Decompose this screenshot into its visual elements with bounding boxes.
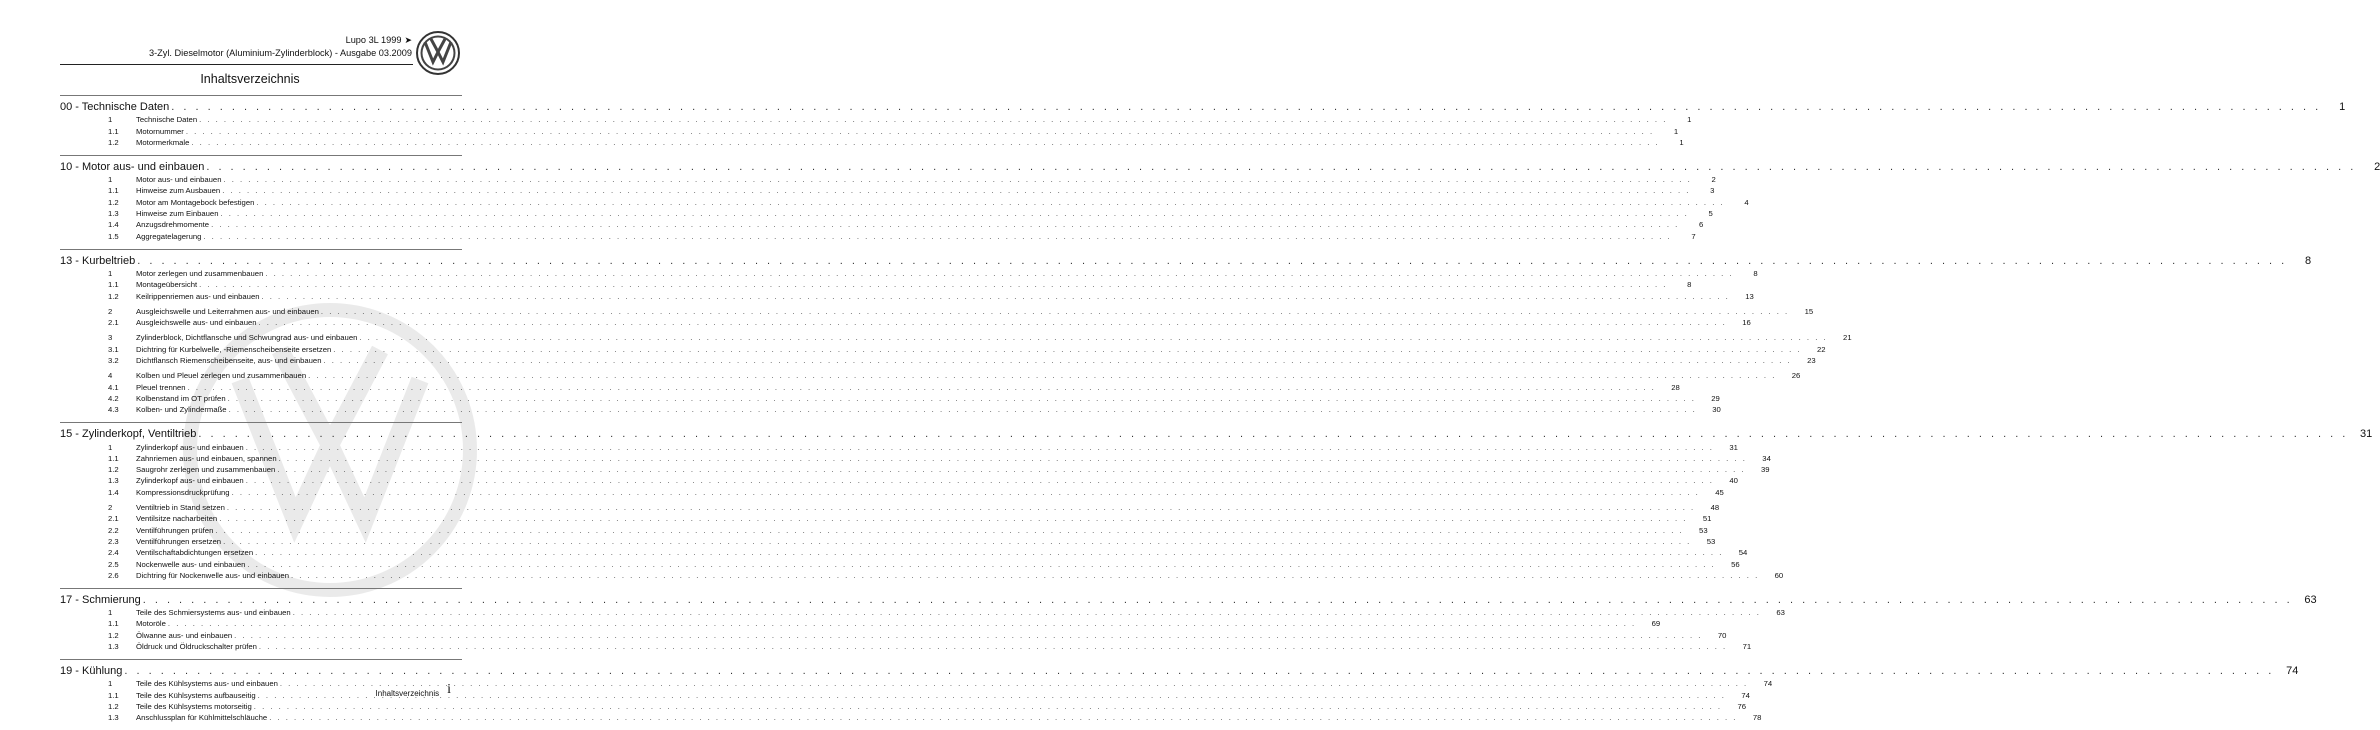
entry-title: Teile des Schmiersystems aus- und einbauen bbox=[136, 608, 291, 618]
entry-number: 4.2 bbox=[108, 393, 119, 403]
entry-number: 1 bbox=[108, 442, 113, 452]
entry-page: 13 bbox=[1745, 291, 1754, 301]
entry-title: Motormerkmale bbox=[136, 137, 190, 147]
arrow-right-icon: ➤ bbox=[404, 35, 412, 45]
toc-entry[interactable] bbox=[60, 124, 1679, 136]
entry-number: 4.3 bbox=[108, 405, 119, 415]
entry-number: 3 bbox=[108, 333, 113, 343]
entry-page: 21 bbox=[1843, 333, 1852, 343]
toc-entry[interactable] bbox=[60, 331, 1852, 343]
leader-dots bbox=[171, 101, 2321, 113]
entry-page: 69 bbox=[1651, 619, 1661, 629]
entry-page: 7 bbox=[1691, 231, 1696, 241]
leader-dots bbox=[222, 186, 1690, 195]
entry-number: 1.2 bbox=[108, 197, 119, 207]
entry-title: Keilrippenriemen aus- und einbauen bbox=[136, 291, 260, 301]
section-title: 15 - Zylinderkopf, Ventiltrieb bbox=[60, 428, 197, 441]
entry-title: Saugrohr zerlegen und zusammenbauen bbox=[136, 465, 276, 475]
entry-number: 1.2 bbox=[108, 630, 119, 640]
entry-title: Ventilführungen ersetzen bbox=[136, 536, 222, 546]
toc-entry[interactable] bbox=[60, 711, 1762, 723]
entry-title: Zahnriemen aus- und einbauen, spannen bbox=[136, 453, 277, 463]
entry-number: 2.3 bbox=[108, 536, 119, 546]
leader-dots bbox=[191, 138, 1659, 147]
entry-page: 30 bbox=[1712, 405, 1721, 415]
section-page: 8 bbox=[2305, 254, 2312, 267]
entry-page: 53 bbox=[1699, 525, 1708, 535]
entry-title: Anzugsdrehmomente bbox=[136, 220, 210, 230]
entry-title: Ausgleichswelle und Leiterrahmen aus- und einbauen bbox=[136, 306, 319, 316]
leader-dots bbox=[277, 465, 1745, 474]
entry-page: 48 bbox=[1710, 503, 1720, 513]
entry-number: 1.4 bbox=[108, 220, 119, 230]
leader-dots bbox=[359, 333, 1827, 342]
toc-entry[interactable] bbox=[60, 640, 1752, 651]
entry-title: Kolben und Pleuel zerlegen und zusammenbauen bbox=[136, 371, 307, 381]
entry-page: 1 bbox=[1687, 115, 1692, 125]
entry-page: 31 bbox=[1729, 442, 1738, 452]
leader-dots bbox=[246, 443, 1714, 452]
entry-title: Ventilführungen prüfen bbox=[136, 525, 214, 535]
toc-entry[interactable] bbox=[60, 512, 1712, 524]
entry-page: 78 bbox=[1752, 713, 1762, 723]
vw-logo-icon bbox=[416, 31, 460, 75]
toc-entry[interactable] bbox=[60, 700, 1747, 711]
leader-dots bbox=[259, 642, 1727, 651]
entry-number: 1.3 bbox=[108, 641, 119, 651]
toc-entry[interactable] bbox=[60, 354, 1816, 366]
entry-title: Zylinderblock, Dichtflansche und Schwungrad aus- und einbauen bbox=[136, 333, 358, 343]
toc-entry[interactable] bbox=[60, 535, 1716, 546]
leader-dots bbox=[186, 127, 1654, 136]
leader-dots bbox=[258, 691, 1726, 700]
leader-dots bbox=[168, 619, 1636, 628]
toc-entry[interactable] bbox=[60, 403, 1721, 415]
leader-dots bbox=[206, 161, 2356, 173]
model-name: Lupo 3L 1999 bbox=[345, 35, 402, 45]
toc-entry[interactable] bbox=[60, 557, 1740, 569]
entry-number: 1.1 bbox=[108, 619, 119, 629]
entry-page: 51 bbox=[1702, 514, 1712, 524]
entry-page: 8 bbox=[1753, 268, 1758, 278]
entry-number: 3.1 bbox=[108, 344, 119, 354]
toc-section bbox=[60, 249, 2312, 415]
leader-dots bbox=[234, 631, 1702, 640]
entry-page: 39 bbox=[1761, 465, 1770, 475]
toc-entry[interactable] bbox=[60, 207, 1713, 219]
entry-page: 5 bbox=[1708, 209, 1713, 219]
section-title: 17 - Schmierung bbox=[60, 593, 141, 606]
entry-number: 1 bbox=[108, 268, 113, 278]
toc-section-heading[interactable] bbox=[60, 95, 2346, 113]
toc-section-heading[interactable] bbox=[60, 422, 2373, 441]
entry-page: 1 bbox=[1673, 126, 1679, 136]
entry-title: Kompressionsdruckprüfung bbox=[136, 487, 230, 497]
entry-page: 3 bbox=[1710, 186, 1715, 196]
leader-dots bbox=[255, 548, 1723, 557]
toc-section-heading[interactable] bbox=[60, 155, 2380, 173]
entry-title: Pleuel trennen bbox=[136, 382, 186, 392]
entry-page: 29 bbox=[1711, 393, 1720, 403]
entry-title: Ausgleichswelle aus- und einbauen bbox=[136, 318, 257, 328]
entry-title: Aggregatelagerung bbox=[136, 231, 202, 241]
leader-dots bbox=[211, 220, 1679, 229]
entry-number: 1.1 bbox=[108, 126, 119, 136]
entry-title: Dichtflansch Riemenscheibenseite, aus- und einbauen bbox=[136, 356, 322, 366]
entry-page: 28 bbox=[1671, 382, 1680, 392]
entry-number: 1.1 bbox=[108, 690, 119, 700]
leader-dots bbox=[137, 255, 2287, 267]
leader-dots bbox=[143, 594, 2293, 606]
entry-number: 1 bbox=[108, 679, 113, 689]
entry-title: Technische Daten bbox=[136, 115, 198, 125]
leader-dots bbox=[229, 405, 1697, 414]
toc-entry[interactable] bbox=[60, 452, 1771, 463]
entry-page: 2 bbox=[1711, 175, 1716, 185]
toc-section-heading[interactable] bbox=[60, 588, 2317, 606]
entry-number: 1.2 bbox=[108, 291, 119, 301]
page-footer bbox=[376, 682, 451, 698]
toc-entry[interactable] bbox=[60, 184, 1715, 196]
page-title: Inhaltsverzeichnis bbox=[200, 72, 300, 86]
entry-page: 53 bbox=[1706, 536, 1716, 546]
header-rule bbox=[60, 64, 413, 65]
entry-number: 1.3 bbox=[108, 476, 119, 486]
entry-title: Ventilsitze nacharbeiten bbox=[136, 514, 218, 524]
leader-dots bbox=[219, 514, 1687, 523]
toc-section bbox=[60, 588, 2317, 651]
entry-title: Anschlussplan für Kühlmittelschläuche bbox=[136, 713, 268, 723]
entry-title: Hinweise zum Ausbauen bbox=[136, 186, 221, 196]
entry-page: 6 bbox=[1699, 220, 1704, 230]
entry-number: 4 bbox=[108, 371, 113, 381]
toc-entry[interactable] bbox=[60, 136, 1684, 147]
entry-title: Ventilschaftabdichtungen ersetzen bbox=[136, 548, 254, 558]
entry-page: 71 bbox=[1742, 641, 1752, 651]
entry-number: 2.6 bbox=[108, 570, 119, 580]
toc-section-heading[interactable] bbox=[60, 659, 2299, 677]
entry-page: 45 bbox=[1715, 487, 1724, 497]
toc-entry[interactable] bbox=[60, 501, 1720, 513]
entry-number: 1.1 bbox=[108, 186, 119, 196]
leader-dots bbox=[256, 198, 1724, 207]
footer-page-number: i bbox=[447, 682, 451, 697]
toc-entry[interactable] bbox=[60, 569, 1784, 580]
toc-entry[interactable] bbox=[60, 617, 1661, 629]
entry-page: 34 bbox=[1762, 453, 1771, 463]
leader-dots bbox=[321, 307, 1789, 316]
entry-number: 4.1 bbox=[108, 382, 119, 392]
leader-dots bbox=[188, 383, 1656, 392]
entry-title: Kolbenstand im OT prüfen bbox=[136, 393, 226, 403]
entry-title: Teile des Kühlsystems aufbauseitig bbox=[136, 690, 256, 700]
entry-title: Motor aus- und einbauen bbox=[136, 175, 222, 185]
section-title: 19 - Kühlung bbox=[60, 664, 123, 677]
entry-page: 23 bbox=[1807, 356, 1816, 366]
leader-dots bbox=[198, 428, 2348, 440]
leader-dots bbox=[259, 318, 1727, 327]
toc-entry[interactable] bbox=[60, 546, 1748, 558]
section-page: 31 bbox=[2360, 428, 2373, 441]
footer-label: Inhaltsverzeichnis bbox=[375, 689, 440, 698]
entry-title: Zylinderkopf aus- und einbauen bbox=[136, 442, 244, 452]
leader-dots bbox=[199, 115, 1667, 124]
toc-section-heading[interactable] bbox=[60, 249, 2312, 267]
leader-dots bbox=[203, 232, 1671, 241]
entry-page: 15 bbox=[1804, 306, 1814, 316]
section-title: 10 - Motor aus- und einbauen bbox=[60, 160, 205, 173]
leader-dots bbox=[254, 702, 1722, 711]
entry-title: Kolben- und Zylindermaße bbox=[136, 405, 227, 415]
entry-number: 1.2 bbox=[108, 701, 119, 711]
toc-entry[interactable] bbox=[60, 440, 1738, 452]
leader-dots bbox=[293, 608, 1761, 617]
toc-entry[interactable] bbox=[60, 369, 1801, 381]
toc-entry[interactable] bbox=[60, 305, 1814, 316]
entry-number: 3.2 bbox=[108, 356, 119, 366]
entry-page: 22 bbox=[1816, 344, 1826, 354]
section-page: 74 bbox=[2286, 664, 2299, 677]
leader-dots bbox=[232, 488, 1700, 497]
entry-page: 4 bbox=[1744, 197, 1749, 207]
entry-title: Motor am Montagebock befestigen bbox=[136, 197, 255, 207]
leader-dots bbox=[280, 679, 1748, 688]
entry-number: 1.1 bbox=[108, 453, 119, 463]
entry-number: 1.4 bbox=[108, 487, 119, 497]
toc-section bbox=[60, 155, 2380, 241]
toc-entry[interactable] bbox=[60, 289, 1754, 301]
leader-dots bbox=[333, 345, 1801, 354]
entry-title: Dichtring für Nockenwelle aus- und einbauen bbox=[136, 570, 289, 580]
leader-dots bbox=[223, 175, 1691, 184]
entry-number: 2.1 bbox=[108, 318, 119, 328]
entry-title: Öldruck und Öldruckschalter prüfen bbox=[136, 641, 257, 651]
toc-entry[interactable] bbox=[60, 229, 1696, 241]
section-title: 00 - Technische Daten bbox=[60, 101, 170, 113]
entry-number: 1 bbox=[108, 115, 113, 125]
entry-page: 74 bbox=[1763, 679, 1773, 689]
entry-number: 2.1 bbox=[108, 514, 119, 524]
toc-entry[interactable] bbox=[60, 392, 1720, 403]
entry-title: Motornummer bbox=[136, 126, 184, 136]
toc-entry[interactable] bbox=[60, 113, 1692, 125]
leader-dots bbox=[246, 476, 1714, 485]
entry-number: 1.5 bbox=[108, 231, 119, 241]
leader-dots bbox=[227, 503, 1695, 512]
leader-dots bbox=[323, 356, 1791, 365]
leader-dots bbox=[199, 280, 1667, 289]
entry-number: 2.2 bbox=[108, 525, 119, 535]
entry-title: Montageübersicht bbox=[136, 280, 198, 290]
section-page: 1 bbox=[2339, 101, 2346, 113]
leader-dots bbox=[308, 371, 1776, 380]
leader-dots bbox=[124, 665, 2274, 677]
toc-entry[interactable] bbox=[60, 218, 1704, 230]
leader-dots bbox=[223, 537, 1691, 546]
document-header bbox=[149, 34, 412, 60]
entry-page: 63 bbox=[1776, 608, 1785, 618]
toc-entry[interactable] bbox=[60, 463, 1770, 475]
entry-page: 74 bbox=[1741, 690, 1750, 700]
entry-title: Teile des Kühlsystems motorseitig bbox=[136, 701, 252, 711]
toc-section bbox=[60, 422, 2373, 580]
leader-dots bbox=[279, 454, 1747, 463]
entry-title: Motor zerlegen und zusammenbauen bbox=[136, 268, 264, 278]
entry-number: 1.3 bbox=[108, 209, 119, 219]
leader-dots bbox=[215, 526, 1683, 535]
entry-title: Ventiltrieb in Stand setzen bbox=[136, 503, 225, 513]
model-line bbox=[346, 34, 412, 47]
entry-page: 40 bbox=[1729, 476, 1738, 486]
engine-line: 3-Zyl. Dieselmotor (Aluminium-Zylinderblock) - Ausgabe 03.2009 bbox=[149, 48, 412, 58]
entry-title: Motoröle bbox=[136, 619, 166, 629]
toc-entry[interactable] bbox=[60, 267, 1758, 278]
entry-page: 26 bbox=[1791, 371, 1801, 381]
leader-dots bbox=[291, 571, 1759, 580]
entry-number: 1 bbox=[108, 175, 113, 185]
entry-number: 1 bbox=[108, 608, 113, 618]
entry-title: Dichtring für Kurbelwelle, -Riemenscheibenseite ersetzen bbox=[136, 344, 332, 354]
leader-dots bbox=[220, 209, 1688, 218]
entry-page: 76 bbox=[1737, 701, 1747, 711]
toc-entry[interactable] bbox=[60, 485, 1724, 497]
section-page: 2 bbox=[2374, 160, 2380, 173]
toc-entry[interactable] bbox=[60, 195, 1749, 207]
table-of-contents bbox=[60, 95, 2380, 730]
entry-number: 1.3 bbox=[108, 713, 119, 723]
entry-page: 8 bbox=[1687, 280, 1692, 290]
entry-number: 1.2 bbox=[108, 465, 119, 475]
entry-number: 2 bbox=[108, 306, 113, 316]
entry-number: 1.1 bbox=[108, 280, 119, 290]
toc-entry[interactable] bbox=[60, 342, 1826, 354]
toc-entry[interactable] bbox=[60, 173, 1716, 185]
entry-page: 70 bbox=[1717, 630, 1727, 640]
entry-number: 2.4 bbox=[108, 548, 119, 558]
toc-entry[interactable] bbox=[60, 380, 1680, 392]
toc-entry[interactable] bbox=[60, 523, 1708, 535]
entry-number: 2.5 bbox=[108, 559, 119, 569]
entry-page: 1 bbox=[1679, 137, 1684, 147]
entry-page: 54 bbox=[1738, 548, 1748, 558]
entry-number: 2 bbox=[108, 503, 113, 513]
entry-title: Ölwanne aus- und einbauen bbox=[136, 630, 233, 640]
leader-dots bbox=[265, 269, 1733, 278]
entry-title: Nockenwelle aus- und einbauen bbox=[136, 559, 246, 569]
leader-dots bbox=[228, 394, 1696, 403]
entry-title: Hinweise zum Einbauen bbox=[136, 209, 219, 219]
leader-dots bbox=[262, 292, 1730, 301]
toc-entry[interactable] bbox=[60, 316, 1751, 328]
section-page: 63 bbox=[2304, 593, 2317, 606]
toc-section bbox=[60, 95, 2346, 147]
toc-entry[interactable] bbox=[60, 628, 1727, 640]
toc-entry[interactable] bbox=[60, 474, 1738, 486]
leader-dots bbox=[269, 713, 1737, 722]
entry-page: 56 bbox=[1731, 559, 1740, 569]
entry-title: Zylinderkopf aus- und einbauen bbox=[136, 476, 244, 486]
entry-number: 1.2 bbox=[108, 137, 119, 147]
entry-page: 60 bbox=[1774, 570, 1784, 580]
leader-dots bbox=[247, 560, 1715, 569]
toc-entry[interactable] bbox=[60, 606, 1785, 618]
entry-page: 16 bbox=[1742, 318, 1751, 328]
toc-entry[interactable] bbox=[60, 278, 1692, 290]
section-title: 13 - Kurbeltrieb bbox=[60, 254, 136, 267]
entry-title: Teile des Kühlsystems aus- und einbauen bbox=[136, 679, 278, 689]
